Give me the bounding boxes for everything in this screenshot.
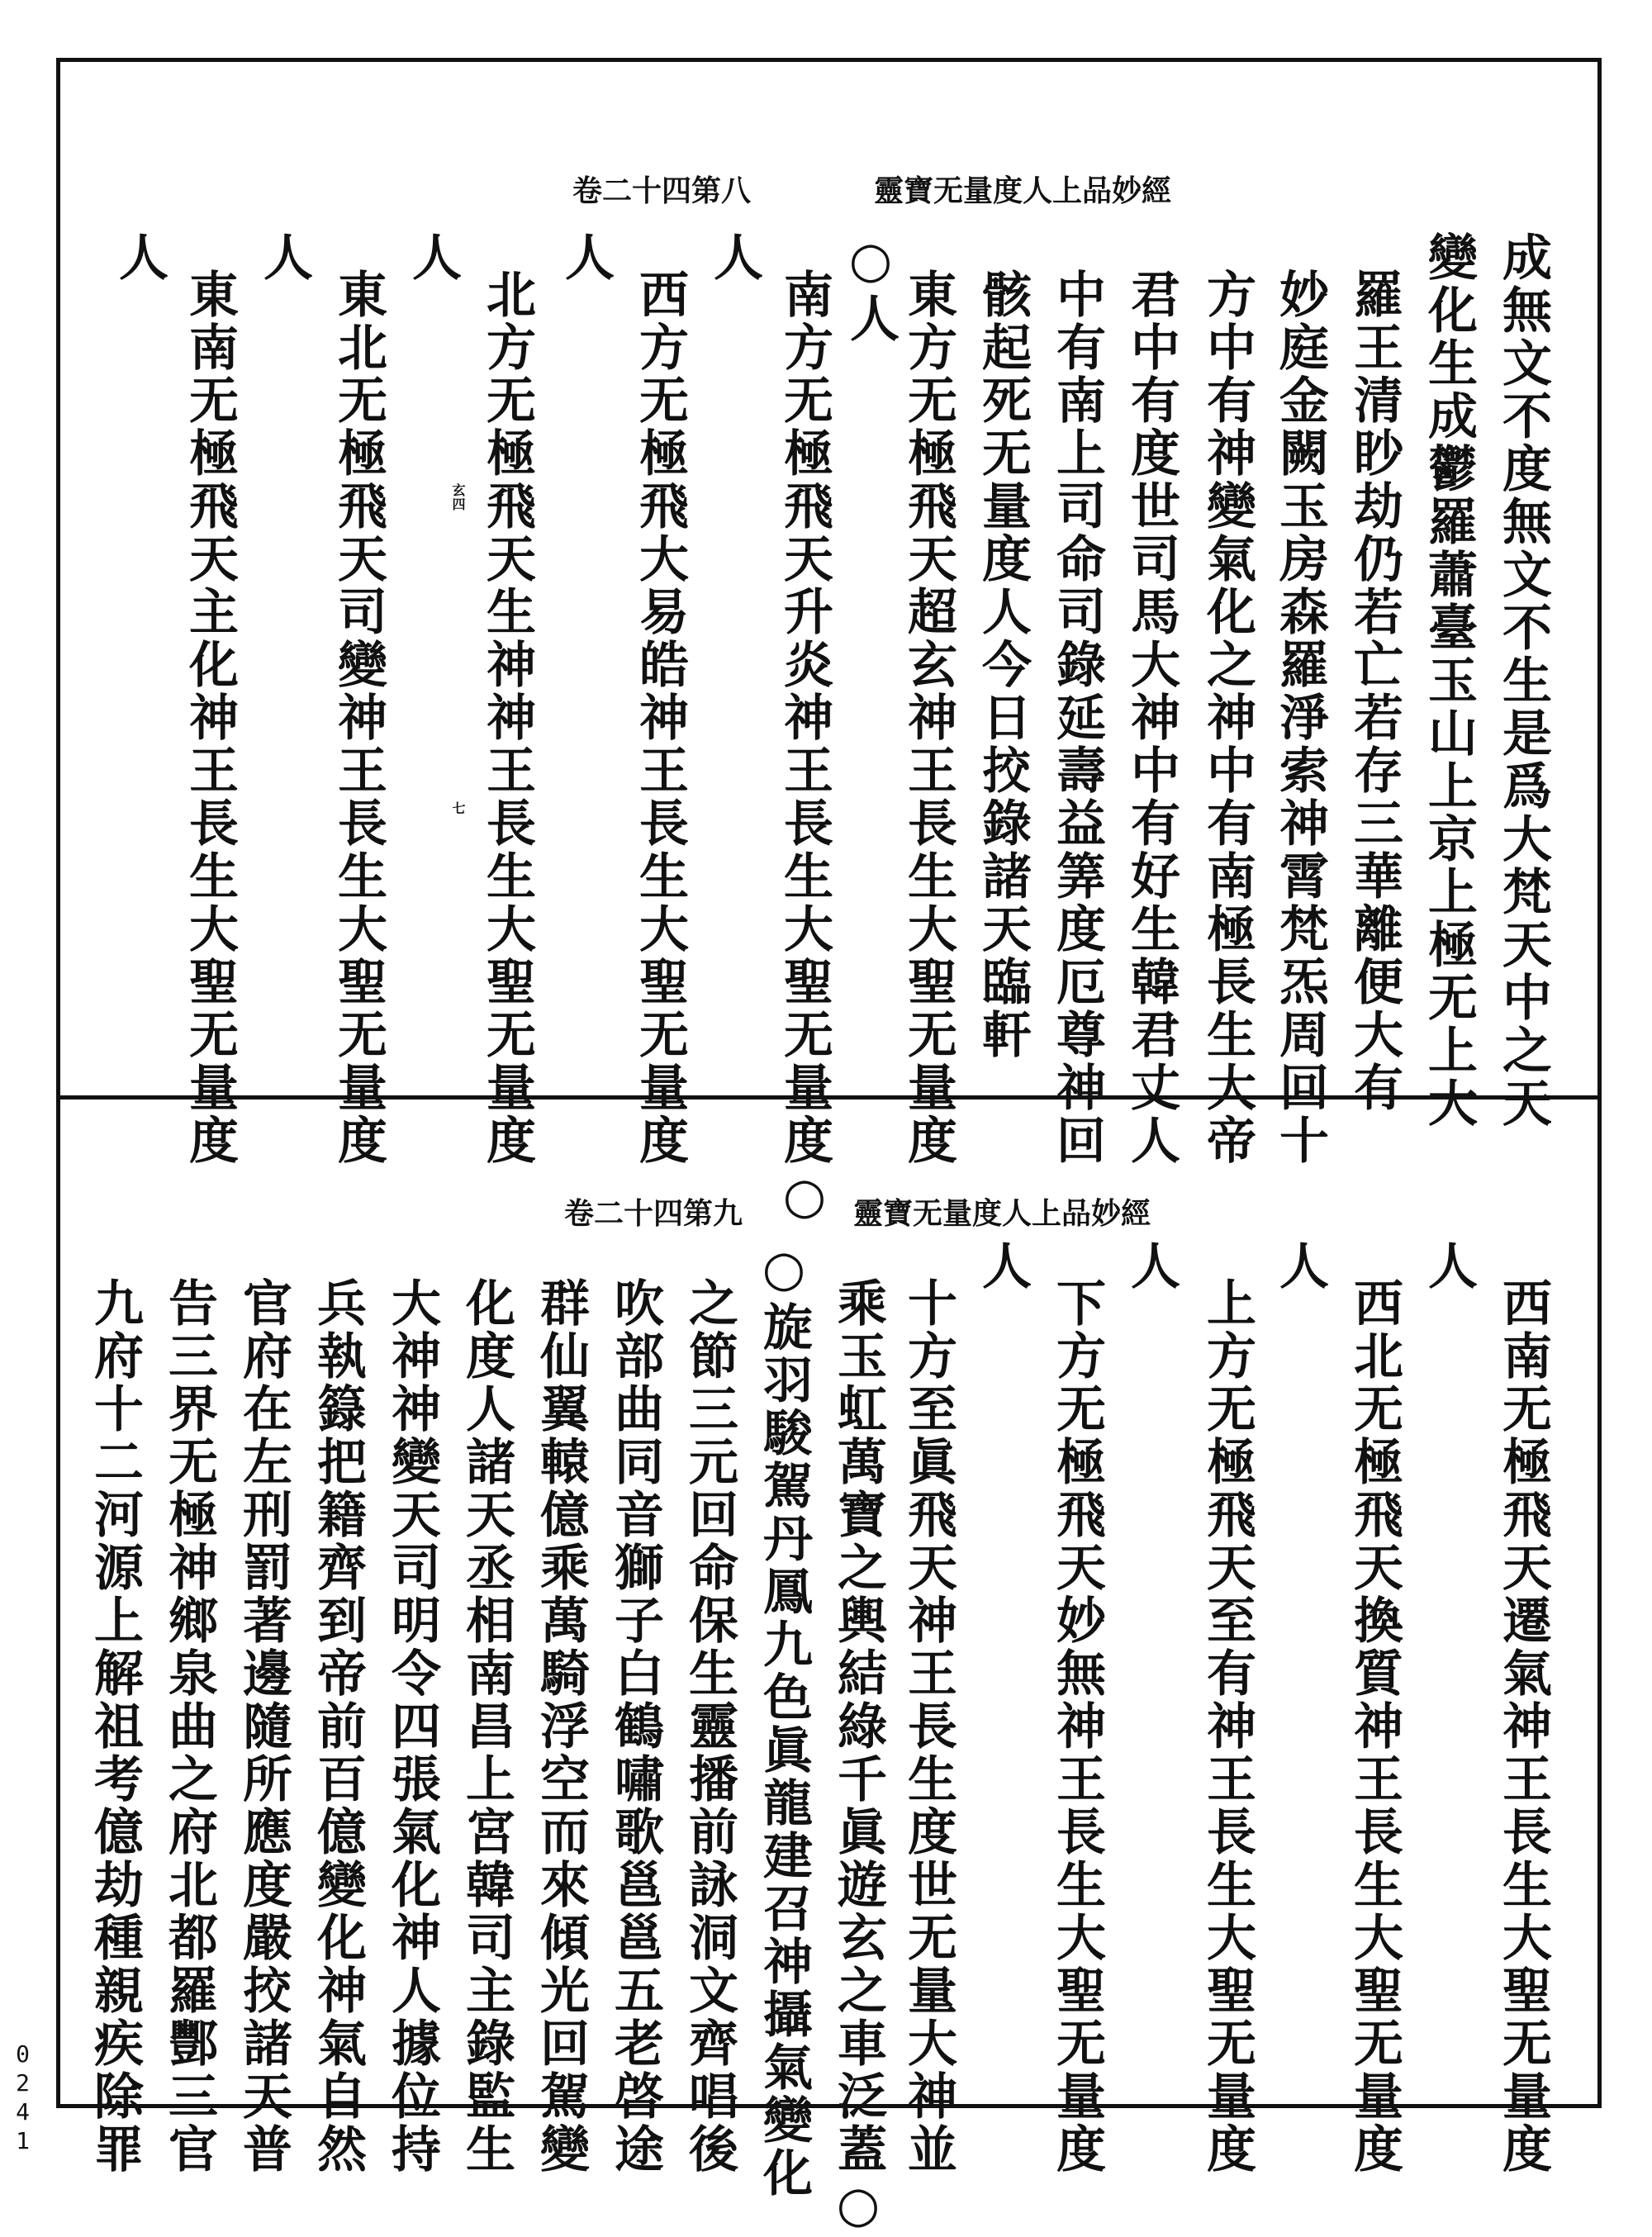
text-column: 變化生成鬱羅蕭臺玉山上京上極无上大 (1420, 231, 1478, 1130)
text-column: 人 (111, 231, 169, 284)
text-column: 九府十二河源上解祖考億劫種親疾除罪 (86, 1277, 144, 2176)
page-number: 0241 (9, 2040, 36, 2156)
text-column: 人 (255, 231, 313, 284)
text-column: 人 (404, 231, 462, 284)
bottom-panel (60, 1100, 1597, 2237)
text-column: 化度人諸天丞相南昌上宮韓司主錄監生 (458, 1277, 515, 2176)
text-column: 西方无極飛大易皓神王長生大聖无量度 (631, 268, 689, 1167)
text-column: 人 (705, 231, 763, 284)
text-column: 君中有度世司馬大神中有好生韓君丈人 (1123, 268, 1180, 1167)
text-column: 大神神變天司明令四張氣化神人據位持 (383, 1277, 441, 2176)
text-column: 乘玉虹萬寶之輿結綠千眞遊玄之車泛蓋○ (829, 1277, 887, 2237)
bottom-header-sutra-title: 靈寶无量度人上品妙經 (853, 1196, 1151, 1231)
text-column: 人 (1123, 1240, 1180, 1293)
text-column: 人 (974, 1240, 1032, 1293)
bottom-header (60, 1190, 1597, 1231)
top-header (60, 168, 1597, 208)
text-column: 北方无極飛天生神神王長生大聖无量度 (478, 268, 536, 1167)
text-column: 方中有神變氣化之神中有南極長生大帝 (1199, 268, 1256, 1167)
text-column: 羅王清眇劫仍若亡若存三華離便大有 (1346, 268, 1403, 1114)
text-column: 妙庭金闕玉房森羅淨索神霄梵炁周回十 (1271, 268, 1329, 1167)
text-column: 南方无極飛天升炎神王長生大聖无量度○ (776, 268, 833, 1228)
text-column: ○人 (842, 231, 900, 345)
text-column: 人 (557, 231, 615, 284)
marginal-annotation: 玄四 (450, 483, 466, 511)
text-column: 群仙翼轅億乘萬騎浮空而來傾光回駕變 (532, 1277, 590, 2176)
bottom-header-volume: 卷二十四第九 (564, 1196, 743, 1231)
text-column: 官府在左刑罰著邊隨所應度嚴挍諸天普 (235, 1277, 292, 2176)
text-column: 東北无極飛天司變神王長生大聖无量度 (330, 268, 387, 1167)
text-column: 下方无極飛天妙無神王長生大聖无量度 (1048, 1277, 1106, 2176)
text-column: 西北无極飛天換質神王長生大聖无量度 (1346, 1277, 1403, 2176)
top-header-sutra-title: 靈寶无量度人上品妙經 (874, 173, 1172, 208)
text-column: 人 (1271, 1240, 1329, 1293)
text-column: 成無文不度無文不生是爲大梵天中之天 (1494, 231, 1552, 1130)
text-column: 十方至眞飛天神王長生度世无量大神並 (900, 1277, 957, 2176)
text-column: 東方无極飛天超玄神王長生大聖无量度 (900, 268, 957, 1167)
text-column: 中有南上司命司錄延壽益筭度厄尊神回 (1048, 268, 1106, 1167)
text-column: 東南无極飛天主化神王長生大聖无量度 (181, 268, 239, 1167)
text-column: 吹部曲同音獅子白鶴嘯歌邕邕五老啓途 (606, 1277, 664, 2176)
text-column: 上方无極飛天至有神王長生大聖无量度 (1199, 1277, 1256, 2176)
text-column: 兵執籙把籍齊到帝前百億變化神氣自然 (309, 1277, 367, 2176)
text-column: 西南无極飛天遷氣神王長生大聖无量度 (1494, 1277, 1552, 2176)
top-header-volume: 卷二十四第八 (572, 173, 752, 208)
text-column: ○旋羽駿駕丹鳳九色眞龍建召神攝氣變化 (755, 1240, 813, 2200)
text-column: 骸起死无量度人今日挍錄諸天臨軒 (974, 268, 1032, 1062)
text-column: 告三界无極神鄉泉曲之府北都羅酆三官 (160, 1277, 218, 2176)
text-column: 之節三元回命保生靈播前詠洞文齊唱後 (681, 1277, 738, 2176)
marginal-annotation: 七 (450, 801, 466, 815)
text-column: 人 (1420, 1240, 1478, 1293)
